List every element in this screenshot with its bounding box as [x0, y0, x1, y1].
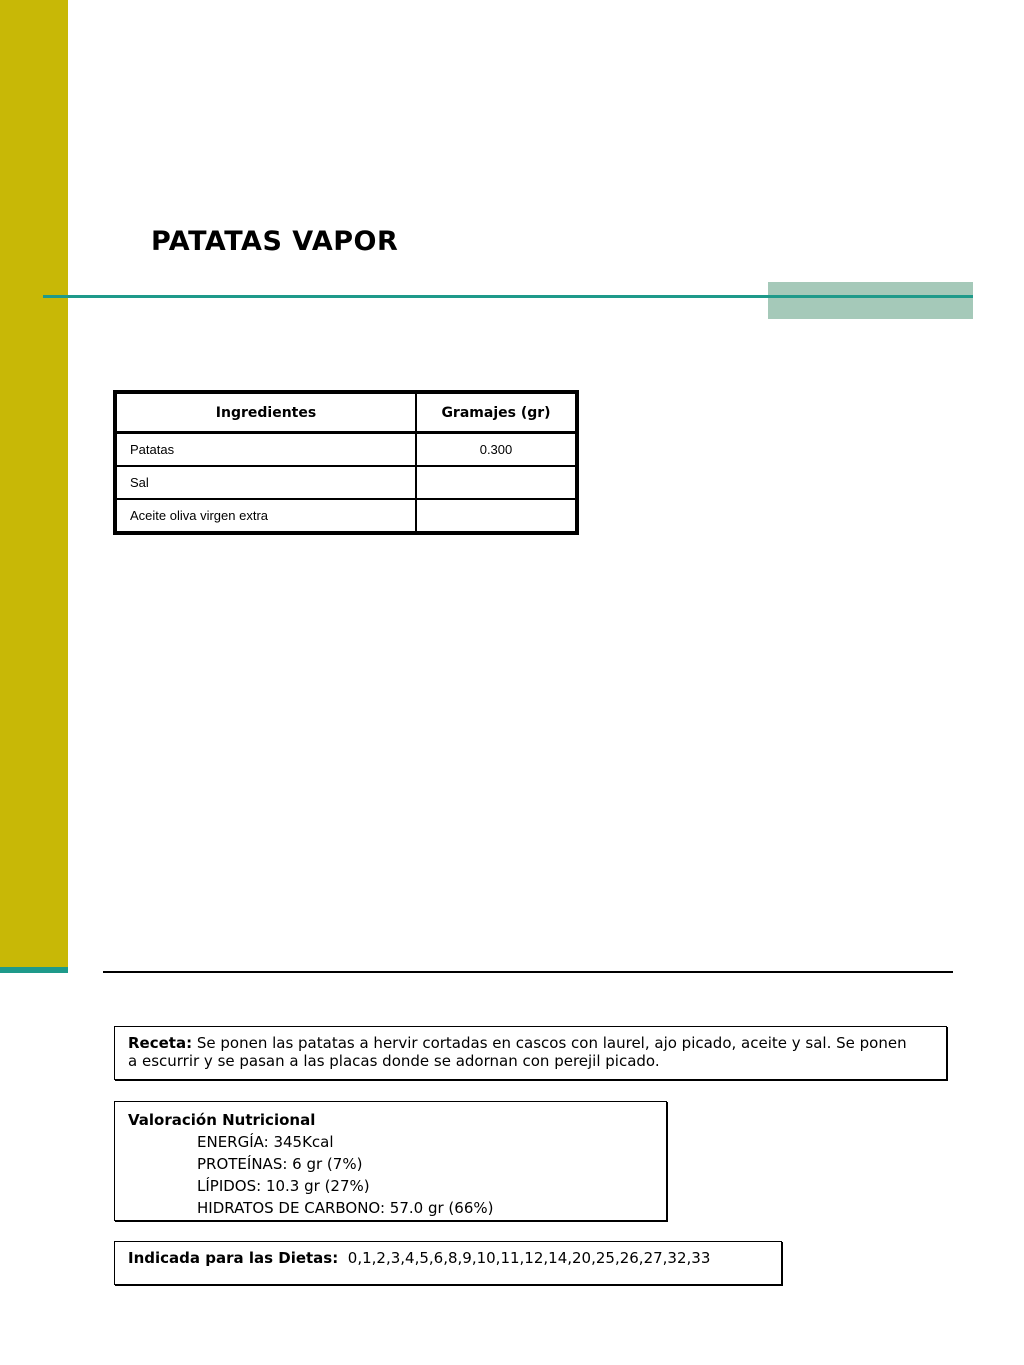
header-grams: Gramajes (gr) — [416, 393, 576, 433]
recipe-box — [114, 1026, 947, 1080]
nutrition-carbs: HIDRATOS DE CARBONO: 57.0 gr (66%) — [197, 1199, 494, 1217]
diets-box — [114, 1241, 782, 1285]
side-bar-accent — [0, 967, 68, 973]
table-row — [116, 499, 576, 532]
recipe-text-2: a escurrir y se pasan a las placas donde se adornan con perejil picado. — [128, 1052, 660, 1070]
nutrition-lipids: LÍPIDOS: 10.3 gr (27%) — [197, 1177, 370, 1195]
recipe-text-1: Se ponen las patatas a hervir cortadas en cascos con laurel, ajo picado, aceite y sal. Se ponen — [192, 1034, 907, 1052]
nutrition-box — [114, 1101, 667, 1221]
nutrition-label: Valoración Nutricional — [128, 1111, 316, 1129]
header-ingredients: Ingredientes — [116, 393, 416, 433]
nutrition-proteins: PROTEÍNAS: 6 gr (7%) — [197, 1155, 363, 1173]
diets-value: 0,1,2,3,4,5,6,8,9,10,11,12,14,20,25,26,27,32,33 — [347, 1249, 711, 1267]
ingredient-grams — [416, 499, 576, 532]
title-accent-block — [768, 282, 973, 319]
diets-label: Indicada para las Dietas: — [128, 1249, 339, 1267]
page-title: PATATAS VAPOR — [151, 226, 399, 257]
ingredient-grams — [416, 466, 576, 499]
recipe-line-1 — [128, 1034, 933, 1052]
table-row — [116, 433, 576, 466]
ingredient-grams: 0.300 — [416, 433, 576, 466]
ingredient-name: Aceite oliva virgen extra — [116, 499, 416, 532]
table-row — [116, 466, 576, 499]
side-bar — [0, 0, 68, 968]
ingredient-name: Sal — [116, 466, 416, 499]
ingredients-table — [113, 390, 579, 535]
nutrition-energy: ENERGÍA: 345Kcal — [197, 1133, 334, 1151]
recipe-label: Receta: — [128, 1034, 193, 1052]
title-accent-line — [768, 295, 973, 298]
table-header-row — [116, 393, 576, 433]
section-divider — [103, 971, 953, 973]
ingredient-name: Patatas — [116, 433, 416, 466]
